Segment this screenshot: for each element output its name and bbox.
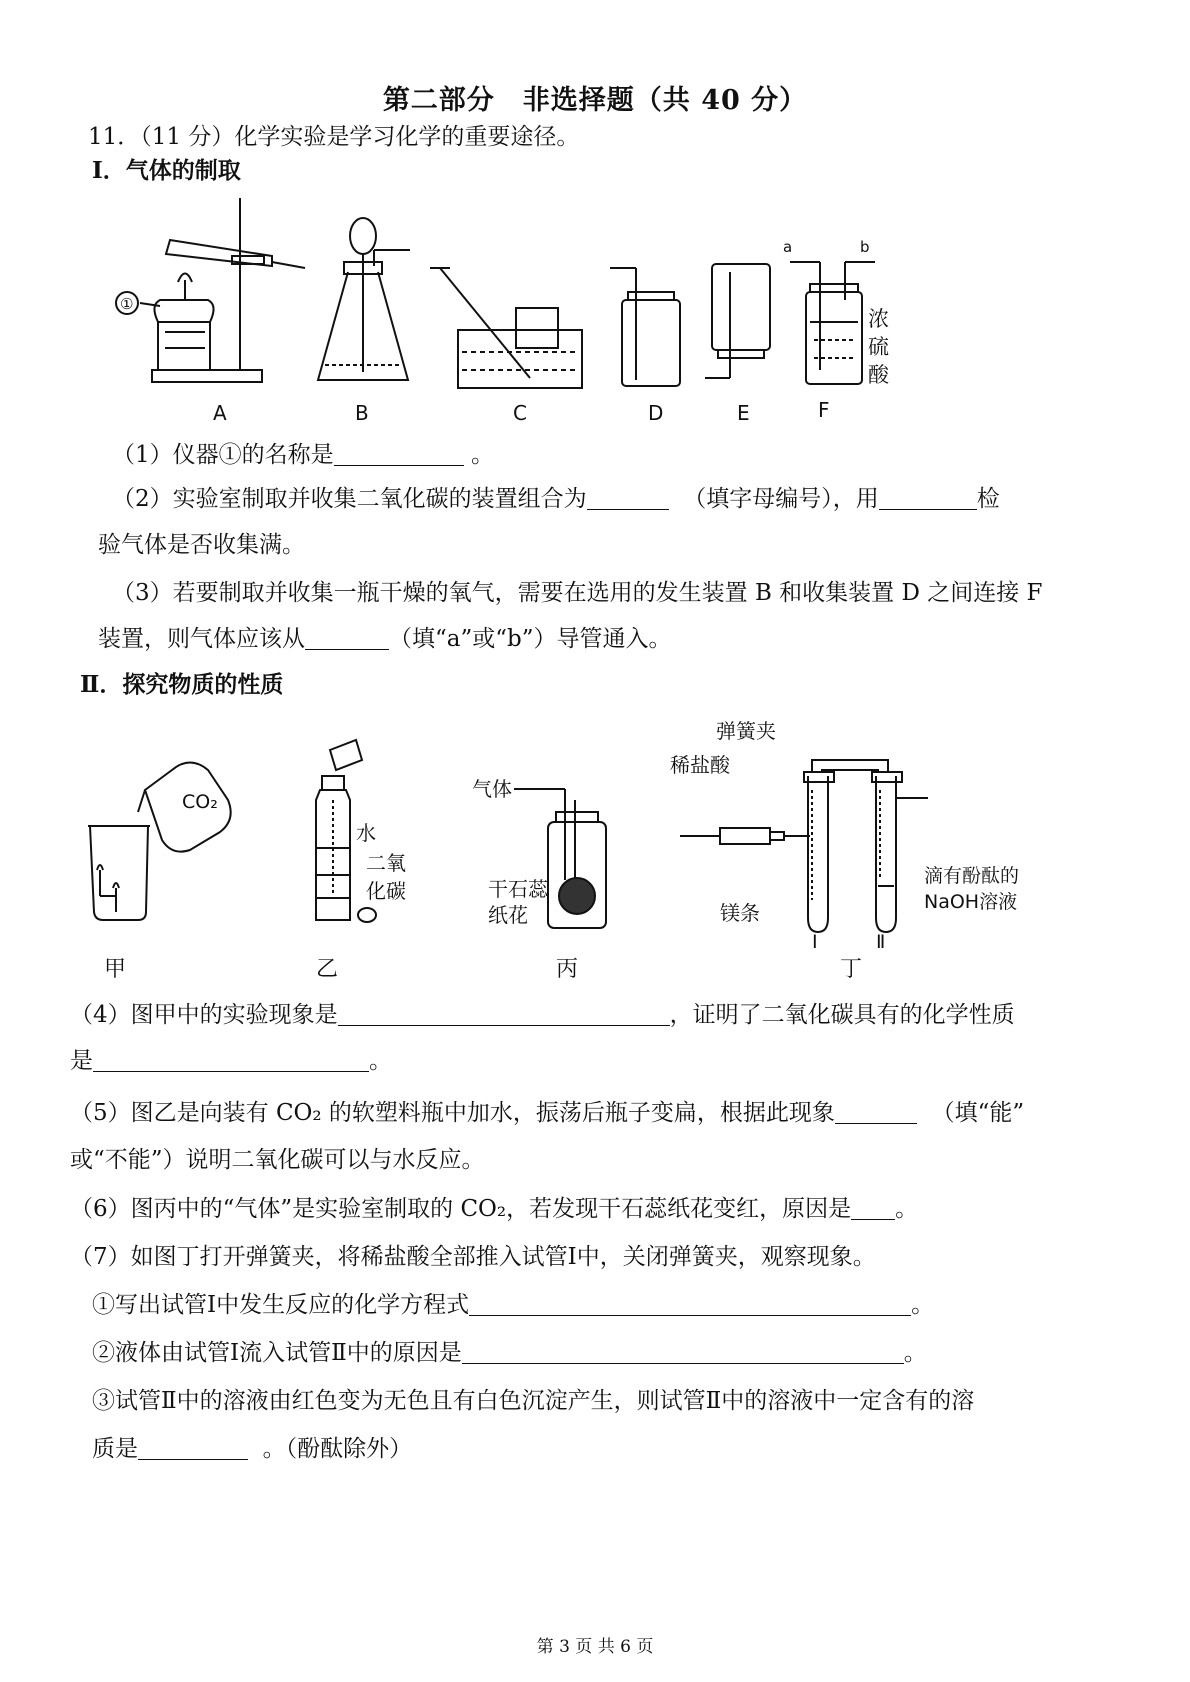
q4-answer-blank-1[interactable] <box>338 1001 670 1026</box>
q5-line2: 或“不能”）说明二氧化碳可以与水反应。 <box>70 1147 485 1173</box>
q4-mid: ，证明了二氧化碳具有的化学性质 <box>669 1002 1015 1028</box>
label-d: D <box>648 401 664 425</box>
label-e: E <box>737 401 750 425</box>
q7-s2 <box>92 1338 927 1368</box>
tube-1-label: Ⅰ <box>812 931 818 953</box>
co2-text-2: 化碳 <box>366 879 406 903</box>
q3-end: （填“a”或“b”）导管通入。 <box>389 626 672 652</box>
q7-s2-answer-blank[interactable] <box>462 1339 904 1364</box>
naoh-label-1: 滴有酚酞的 <box>924 865 1020 887</box>
section-title: 第二部分 非选择题（共 40 分） <box>382 85 808 116</box>
q3-text: 装置，则气体应该从 <box>98 626 305 652</box>
litmus-label-2: 纸花 <box>488 903 528 927</box>
tube-2-label: Ⅱ <box>876 931 886 953</box>
label-c: C <box>513 401 527 425</box>
label-ding: 丁 <box>840 957 863 982</box>
mg-strip-label: 镁条 <box>720 901 760 925</box>
q7-s1-answer-blank[interactable] <box>469 1291 911 1316</box>
q1-text: （1）仪器①的名称是 <box>112 442 334 468</box>
q4-end: 。 <box>369 1048 392 1074</box>
q4-line2 <box>70 1046 392 1076</box>
q5-line1 <box>70 1098 1024 1128</box>
dilute-hcl-label: 稀盐酸 <box>670 753 730 777</box>
part2-title: Ⅱ．探究物质的性质 <box>80 671 284 698</box>
q4-line1 <box>70 1000 1015 1030</box>
label-f: F <box>818 398 830 422</box>
label-yi: 乙 <box>316 957 339 982</box>
naoh-label-2: NaOH溶液 <box>924 891 1018 913</box>
question-heading: 11．（11 分）化学实验是学习化学的重要途径。 <box>88 124 580 150</box>
q5-end: （填“能” <box>931 1100 1025 1126</box>
q4-is: 是 <box>70 1048 93 1074</box>
q7-s1-text: ①写出试管Ⅰ中发生反应的化学方程式 <box>92 1292 470 1318</box>
tube-b-label: b <box>860 238 870 256</box>
q7-s3-line1: ③试管Ⅱ中的溶液由红色变为无色且有白色沉淀产生，则试管Ⅱ中的溶液中一定含有的溶 <box>92 1388 975 1414</box>
circle-one-label: ① <box>120 295 134 313</box>
q5-text: （5）图乙是向装有 CO₂ 的软塑料瓶中加水，振荡后瓶子变扁，根据此现象 <box>70 1100 835 1126</box>
q7-intro: （7）如图丁打开弹簧夹，将稀盐酸全部推入试管Ⅰ中，关闭弹簧夹，观察现象。 <box>70 1244 876 1270</box>
q7-s3-text: 质是 <box>92 1436 138 1462</box>
litmus-label-1: 干石蕊 <box>488 877 548 901</box>
q7-s1-end: 。 <box>911 1292 935 1318</box>
q3-line1: （3）若要制取并收集一瓶干燥的氧气，需要在选用的发生装置 B 和收集装置 D 之间连接 F <box>112 580 1043 606</box>
q4-answer-blank-2[interactable] <box>93 1047 369 1072</box>
q1-end: 。 <box>470 442 494 468</box>
gas-label: 气体 <box>472 777 512 801</box>
figure-jia <box>88 763 231 921</box>
co2-bottle-label: CO₂ <box>182 791 218 813</box>
q6-line <box>70 1194 918 1224</box>
acid-label-2: 硫 <box>868 335 889 359</box>
figure-ding <box>680 760 928 932</box>
q7-s3-line2 <box>92 1434 412 1464</box>
label-jia: 甲 <box>104 957 127 982</box>
q7-s2-text: ②液体由试管Ⅰ流入试管Ⅱ中的原因是 <box>92 1340 462 1366</box>
water-label: 水 <box>356 821 376 845</box>
q7-s1 <box>92 1290 934 1320</box>
spring-clip-label: 弹簧夹 <box>716 719 776 743</box>
acid-label-1: 浓 <box>868 307 889 331</box>
q4-text: （4）图甲中的实验现象是 <box>70 1002 338 1028</box>
q2-line2: 验气体是否收集满。 <box>98 532 305 558</box>
q6-text: （6）图丙中的“气体”是实验室制取的 CO₂，若发现干石蕊纸花变红，原因是 <box>70 1196 852 1222</box>
q7-s3-answer-blank[interactable] <box>138 1435 248 1460</box>
label-b: B <box>355 401 369 425</box>
q5-answer-blank[interactable] <box>835 1099 917 1124</box>
q6-answer-blank[interactable] <box>851 1195 895 1220</box>
co2-text-1: 二氧 <box>366 851 406 875</box>
q2-text: （2）实验室制取并收集二氧化碳的装置组合为 <box>112 486 587 512</box>
q2-end: 检 <box>976 486 1000 512</box>
q2-mid: （填字母编号），用 <box>683 486 879 512</box>
part1-title: Ⅰ．气体的制取 <box>92 157 241 184</box>
label-bing: 丙 <box>556 957 579 982</box>
acid-label-3: 酸 <box>868 363 889 387</box>
q7-s2-end: 。 <box>903 1340 927 1366</box>
page-footer: 第 3 页 共 6 页 <box>536 1637 654 1657</box>
q6-end: 。 <box>895 1196 919 1222</box>
tube-a-label: a <box>783 238 793 256</box>
label-a: A <box>213 401 227 425</box>
q7-s3-end: 。（酚酞除外） <box>262 1436 413 1462</box>
